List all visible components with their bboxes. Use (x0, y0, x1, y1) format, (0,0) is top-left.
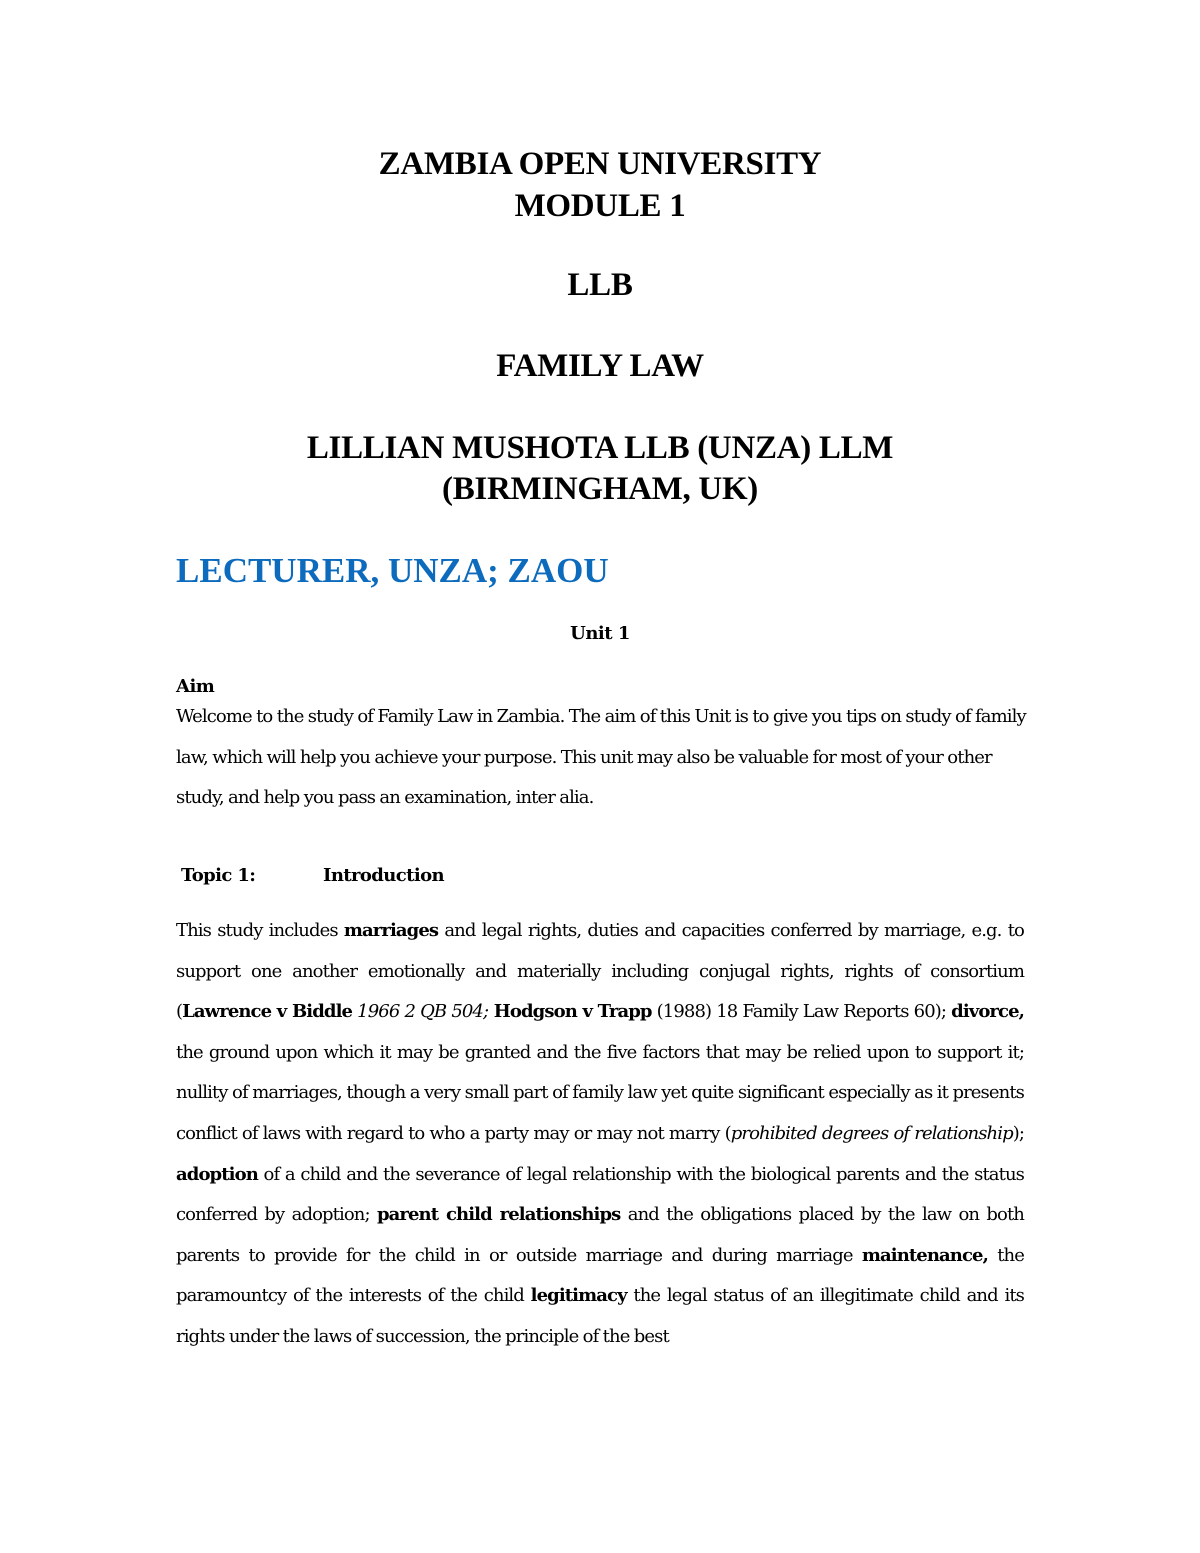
aim-heading: Aim (176, 676, 215, 697)
module-title: MODULE 1 (514, 188, 686, 224)
term-parent-child-relationships: parent child relationships (376, 1204, 621, 1226)
citation-1966-qb: 1966 2 QB 504; (357, 1001, 489, 1023)
topic-heading (181, 862, 444, 890)
intro-text: and legal rights, duties and capacities conferred by marriage, e.g. to support one another emotionally and materially including conjugal rights, rights of consortium ( (176, 920, 1024, 1023)
course-title: FAMILY LAW (496, 348, 704, 384)
term-prohibited-degrees: prohibited degrees of relationship (730, 1122, 1013, 1144)
case-hodgson-v-trapp: Hodgson v Trapp (488, 1001, 652, 1023)
intro-text: the ground upon which it may be granted and the five factors that may be relied upon to support it; nullity of marriages, though a very small part of family law yet quite significant especially as it presents conflict of laws with regard to who a party may or may not marry ( (176, 1041, 1024, 1144)
intro-text: the legal status of an illegitimate child and its rights under the laws of succession, the principle of the best (176, 1285, 1024, 1347)
author-line-1: LILLIAN MUSHOTA LLB (UNZA) LLM (306, 430, 894, 466)
intro-text: This study includes (176, 920, 344, 941)
intro-text: (1988) 18 Family Law Reports 60); (651, 1001, 952, 1023)
author-line-2: (BIRMINGHAM, UK) (442, 471, 758, 507)
lecturer-heading: LECTURER, UNZA; ZAOU (176, 551, 609, 590)
term-maintenance: maintenance, (861, 1244, 988, 1266)
term-legitimacy: legitimacy (530, 1285, 627, 1307)
intro-text: the paramountcy of the interests of the child (176, 1244, 1024, 1307)
case-lawrence-v-biddle: Lawrence v Biddle (182, 1001, 353, 1023)
aim-paragraph: Welcome to the study of Family Law in Zambia. The aim of this Unit is to give you tips on study of family law, which will help you achieve your purpose. This unit may also be valuable for most of your other study, and help you pass an examination, inter alia. (176, 706, 1026, 808)
term-divorce: divorce, (951, 1001, 1024, 1023)
intro-paragraph (176, 911, 1024, 1358)
intro-text: ); (1012, 1122, 1025, 1144)
topic-title: Introduction (323, 865, 444, 886)
university-title: ZAMBIA OPEN UNIVERSITY (378, 146, 822, 182)
intro-text: of a child and the severance of legal relationship with the biological parents and the status conferred by adoption; (176, 1163, 1024, 1226)
unit-heading: Unit 1 (570, 623, 630, 644)
topic-number: Topic 1: (181, 865, 256, 886)
intro-text: and the obligations placed by the law on both parents to provide for the child in or outside marriage and during marriage (176, 1204, 1024, 1266)
term-adoption: adoption (176, 1163, 258, 1185)
term-marriages: marriages (343, 920, 439, 941)
degree-title: LLB (567, 267, 633, 303)
